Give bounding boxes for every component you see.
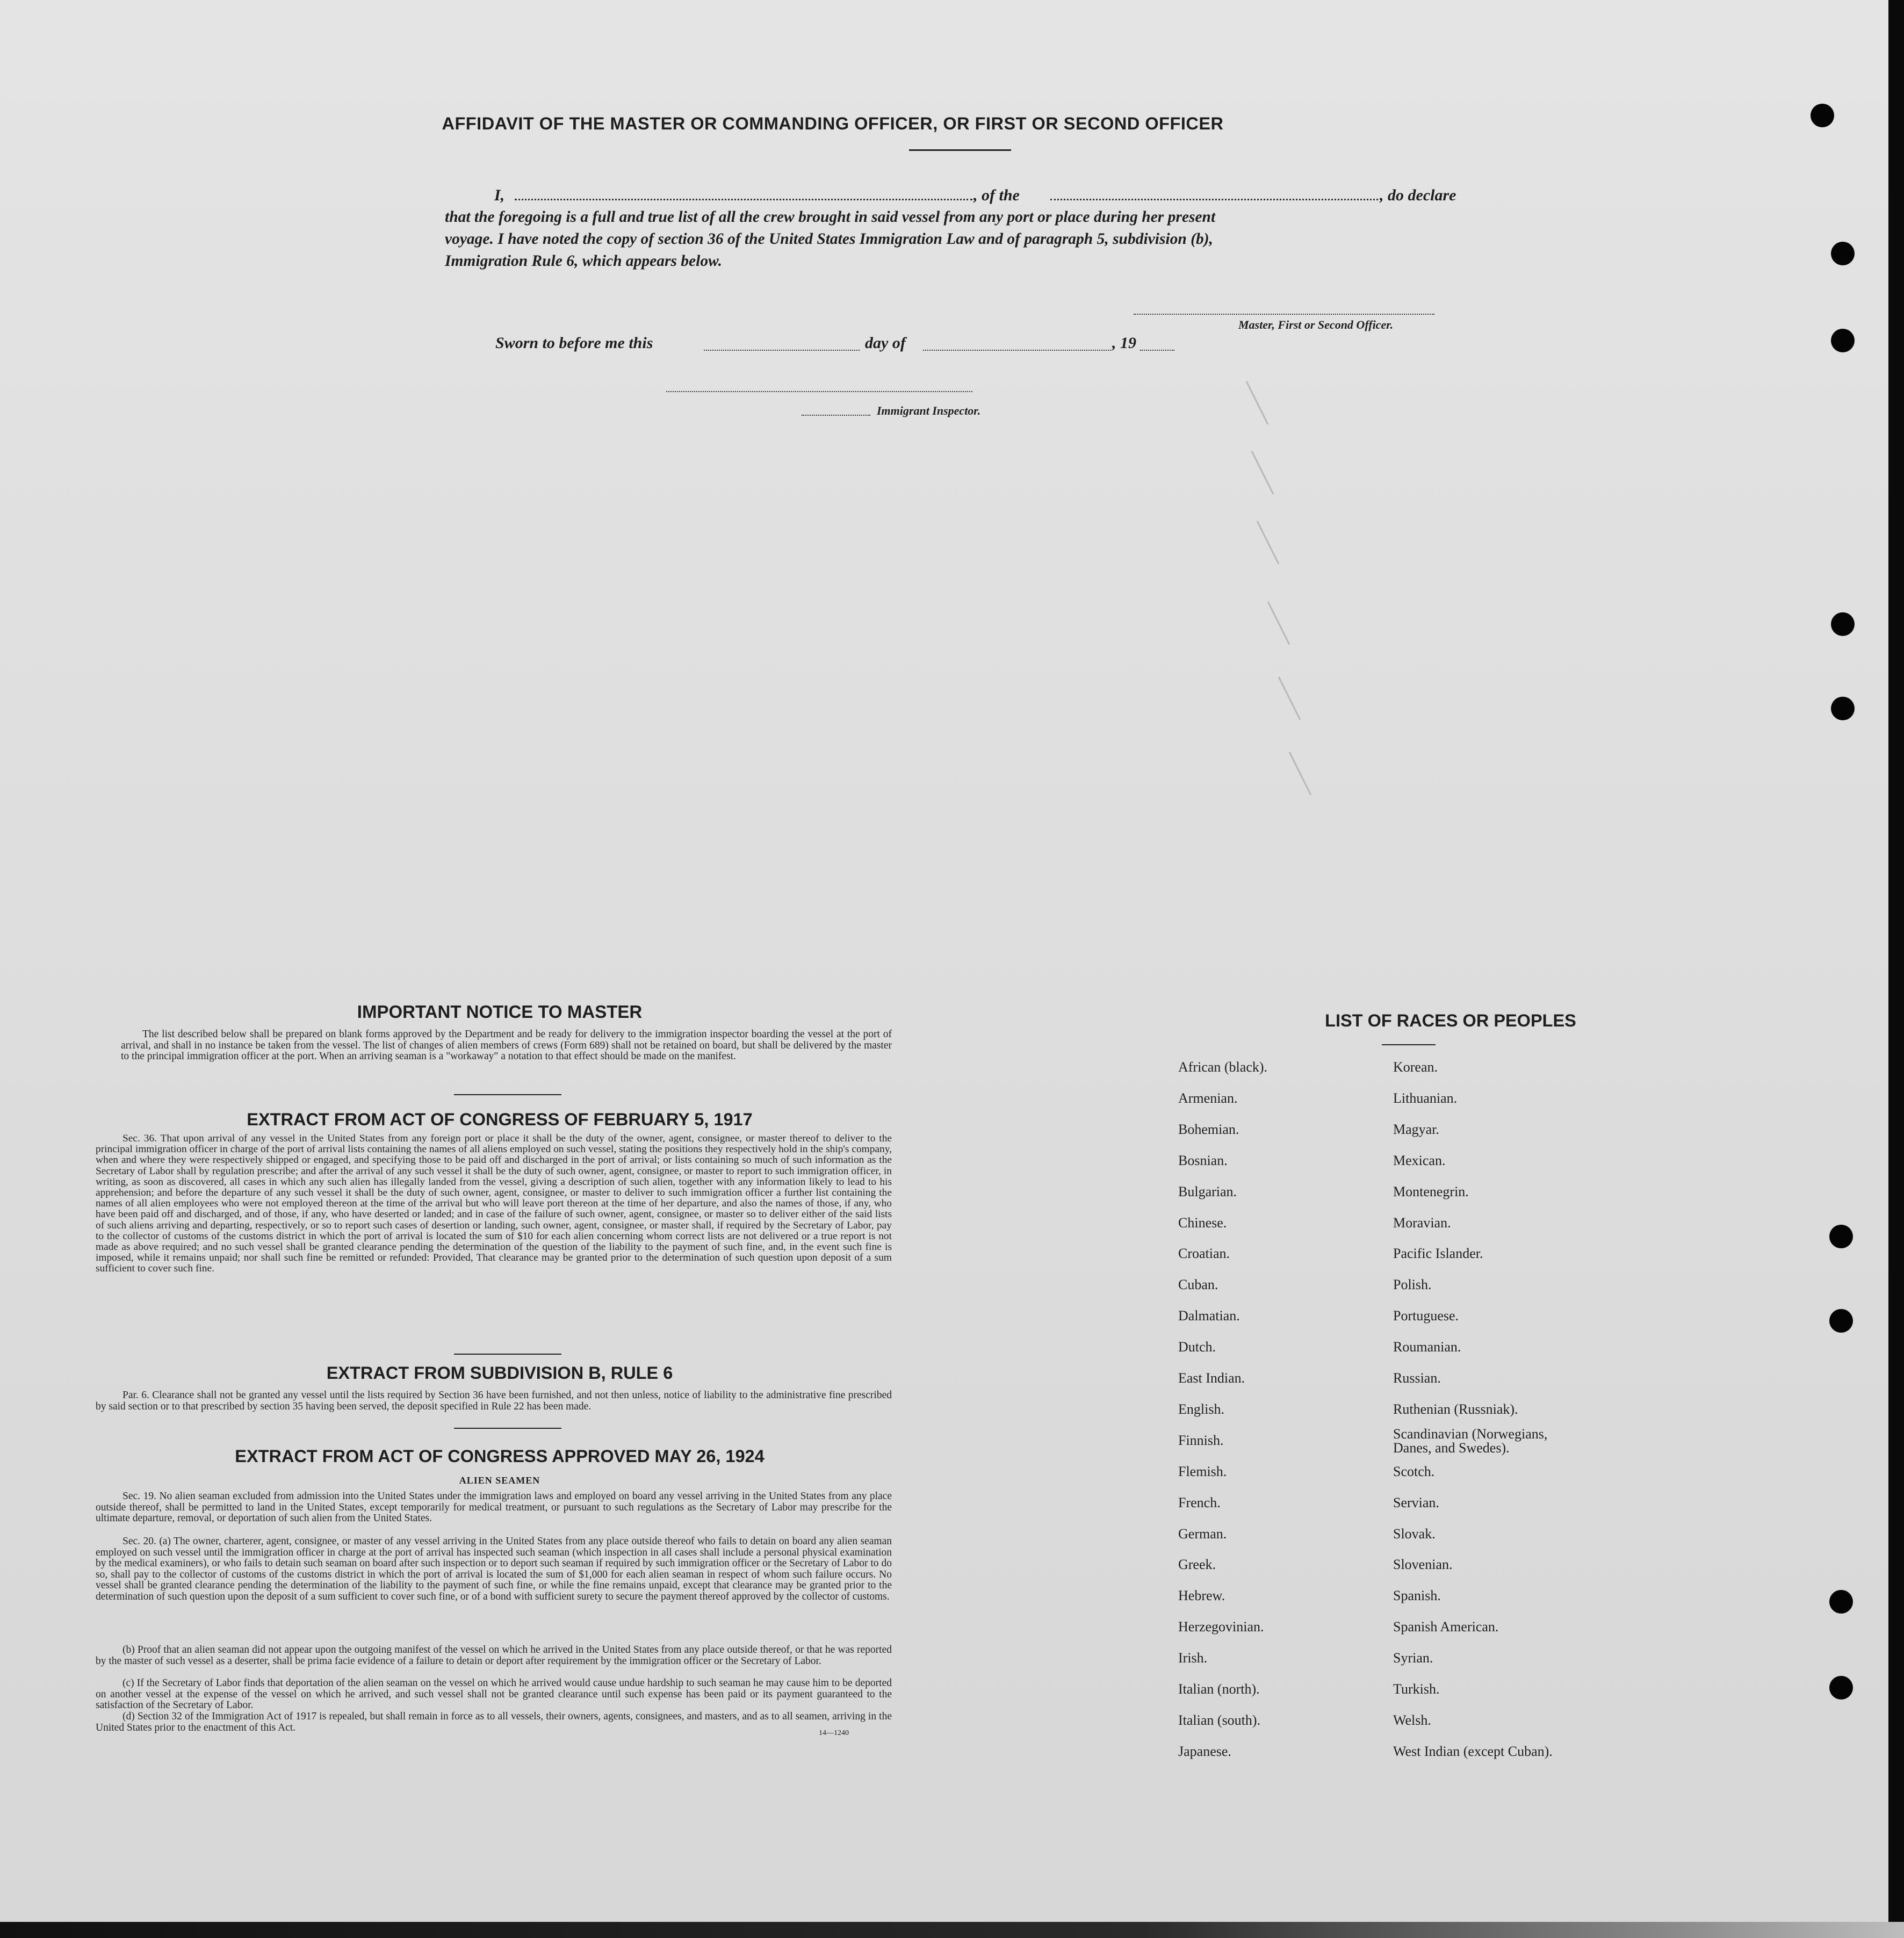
- scan-edge-bottom: [0, 1922, 1904, 1938]
- sworn-day-field[interactable]: [704, 350, 860, 351]
- inspector-signature-field[interactable]: [666, 391, 972, 392]
- sworn-year-field[interactable]: [1140, 350, 1174, 351]
- binder-hole: [1831, 242, 1855, 265]
- race-item: Armenian.: [1178, 1090, 1238, 1106]
- scan-artifacts: [1236, 376, 1343, 838]
- race-item: Croatian.: [1178, 1246, 1230, 1262]
- binder-hole: [1829, 1225, 1853, 1248]
- race-item: Bulgarian.: [1178, 1183, 1237, 1199]
- signature-field[interactable]: [1134, 314, 1434, 315]
- declaration-line-4: Immigration Rule 6, which appears below.: [445, 252, 723, 270]
- extract-1924-title: EXTRACT FROM ACT OF CONGRESS APPROVED MAY 26, 1924: [235, 1447, 765, 1466]
- race-item: Herzegovinian.: [1178, 1619, 1264, 1635]
- race-item: West Indian (except Cuban).: [1393, 1743, 1553, 1759]
- binder-hole: [1829, 1309, 1853, 1333]
- notice-text: The list described below shall be prepared on blank forms approved by the Department and be ready for delivery to the immigration inspector boarding the vessel at the port of arrival, and shall in no instance be taken from the vessel. The list of changes of alien members of crews (Form 689) shall not be retained on board, but shall be delivered by the master to the principal immigration officer at the port. When an arriving seaman is a "workaway" a notation to that effect should be made on the manifest.: [121, 1029, 892, 1062]
- race-item: Moravian.: [1393, 1214, 1451, 1231]
- day-of-text: day of: [865, 334, 906, 352]
- of-the-text: , of the: [973, 186, 1020, 204]
- race-item: African (black).: [1178, 1059, 1268, 1075]
- sworn-text: Sworn to before me this: [495, 334, 653, 352]
- race-item: Spanish American.: [1393, 1619, 1499, 1635]
- inspector-name-field[interactable]: [802, 415, 870, 416]
- race-item: Dutch.: [1178, 1339, 1216, 1355]
- affidavit-title: AFFIDAVIT OF THE MASTER OR COMMANDING OFFICER, OR FIRST OR SECOND OFFICER: [442, 114, 1224, 133]
- extract-rule6-title: EXTRACT FROM SUBDIVISION B, RULE 6: [326, 1363, 673, 1383]
- race-item: East Indian.: [1178, 1370, 1245, 1386]
- do-declare-text: , do declare: [1380, 186, 1456, 204]
- sworn-month-field[interactable]: [923, 350, 1111, 351]
- race-item: Spanish.: [1393, 1588, 1441, 1604]
- race-item: Bohemian.: [1178, 1121, 1239, 1137]
- extract-rule6-text: Par. 6. Clearance shall not be granted any vessel until the lists required by Section 36 have been furnished, and not then unless, notice of liability to the administrative fine prescribed by said section or to that prescribed by section 35 having been served, the deposit specified in Rule 22 has been made.: [96, 1390, 892, 1412]
- extract-1924-subtitle: ALIEN SEAMEN: [459, 1475, 540, 1486]
- signature-label: Master, First or Second Officer.: [1238, 318, 1394, 331]
- race-item: Servian.: [1393, 1494, 1439, 1510]
- scan-edge-right: [1888, 0, 1904, 1938]
- race-item: Russian.: [1393, 1370, 1441, 1386]
- binder-hole: [1829, 1590, 1853, 1614]
- race-item: Pacific Islander.: [1393, 1246, 1483, 1262]
- binder-hole: [1831, 329, 1855, 352]
- race-item: Dalmatian.: [1178, 1308, 1240, 1324]
- race-item: Scandinavian (Norwegians, Danes, and Swedes).: [1393, 1426, 1548, 1456]
- extract-1924-sec20b: (b) Proof that an alien seaman did not appear upon the outgoing manifest of the vessel on which he arrived in the United States from any place outside thereof, or that he was reported by the master of such vessel as a deserter, shall be prima facie evidence of a failure to detain or deport after requirement by the immigration officer or the Secretary of Labor.: [96, 1644, 892, 1667]
- binder-hole: [1831, 697, 1855, 720]
- extract-1924-sec20c: (c) If the Secretary of Labor finds that deportation of the alien seaman on the vessel on which he arrived would cause undue hardship to such seaman he may cause him to be deported on another vessel at the expense of the vessel on which he arrived, and such vessel shall not be granted clearance until such expense has been paid or its payment guaranteed to the satisfaction of the Secretary of Labor.: [96, 1677, 892, 1711]
- race-item: Hebrew.: [1178, 1588, 1225, 1604]
- race-item: Turkish.: [1393, 1681, 1440, 1697]
- inspector-label: Immigrant Inspector.: [877, 404, 981, 417]
- vessel-field[interactable]: [1050, 199, 1378, 200]
- race-item: Mexican.: [1393, 1152, 1446, 1168]
- race-item: Cuban.: [1178, 1277, 1218, 1293]
- race-item: Slovak.: [1393, 1525, 1436, 1542]
- race-item: Scotch.: [1393, 1463, 1435, 1479]
- race-item: Flemish.: [1178, 1463, 1227, 1479]
- race-item: Lithuanian.: [1393, 1090, 1458, 1106]
- race-item: English.: [1178, 1401, 1224, 1417]
- race-item: Greek.: [1178, 1557, 1216, 1573]
- race-item: Portuguese.: [1393, 1308, 1459, 1324]
- binder-hole: [1829, 1676, 1853, 1700]
- race-item: Bosnian.: [1178, 1152, 1228, 1168]
- races-title: LIST OF RACES OR PEOPLES: [1325, 1011, 1576, 1030]
- race-item: Welsh.: [1393, 1712, 1431, 1728]
- form-number: 14—1240: [819, 1729, 849, 1737]
- declaration-line-3: voyage. I have noted the copy of section 36 of the United States Immigration Law and of paragraph 5, subdivision (b),: [445, 230, 1213, 248]
- race-item: Slovenian.: [1393, 1557, 1453, 1573]
- race-item: Finnish.: [1178, 1432, 1224, 1448]
- declaration-i: I,: [494, 186, 505, 204]
- race-item: Italian (north).: [1178, 1681, 1260, 1697]
- extract-1917-title: EXTRACT FROM ACT OF CONGRESS OF FEBRUARY 5, 1917: [247, 1110, 753, 1129]
- race-item: Korean.: [1393, 1059, 1438, 1075]
- extract-1924-sec20a: Sec. 20. (a) The owner, charterer, agent, consignee, or master of any vessel arriving in the United States from any place outside thereof who fails to detain on board any alien seaman employed on such vessel until the immigration officer in charge at the port of arrival has inspected such seaman (which inspection in all cases shall include a personal physical examination by the medical examiners), or who fails to detain such seaman on board after such inspection or to deport such seaman if required by such immigration officer or the Secretary of Labor to do so, shall pay to the collector of customs of the customs district in which the port of arrival is located the sum of $1,000 for each alien seaman in respect of whom such failure occurs. No vessel shall be granted clearance pending the determination of the liability to the payment of such fine, or while the fine remains unpaid, except that clearance may be granted prior to the determination of such question upon the deposit of a sum sufficient to cover such fine, or of a bond with sufficient surety to secure the payment thereof approved by the collector of customs.: [96, 1536, 892, 1602]
- race-item: Ruthenian (Russniak).: [1393, 1401, 1518, 1417]
- race-item: Irish.: [1178, 1650, 1208, 1666]
- name-field[interactable]: [515, 199, 972, 200]
- race-item: Syrian.: [1393, 1650, 1433, 1666]
- extract-1917-text: Sec. 36. That upon arrival of any vessel in the United States from any foreign port or place it shall be the duty of the owner, agent, consignee, or master thereof to deliver to the principal immigration officer in charge of the port of arrival lists containing the names of all aliens employed on such vessel, stating the positions they respectively hold in the ship's company, when and where they were respectively shipped or engaged, and specifying those to be paid off and discharged in the port of arrival; or lists containing so much of such information as the Secretary of Labor shall by regulation prescribe; and after the arrival of any such vessel it shall be the duty of such owner, agent, consignee, or master to report to such immigration officer, in writing, as soon as discovered, all cases in which any such alien has illegally landed from the vessel, giving a description of such alien, together with any information likely to lead to his apprehension; and before the departure of any such vessel it shall be the duty of such owner, agent, consignee, or master to deliver to such immigration officer a further list containing the names of all alien employees who were not employed thereon at the time of the arrival but who will leave port thereon at the time of her departure, and also the names of those, if any, who have been paid off and discharged, and of those, if any, who have deserted or landed; and in case of the failure of such owner, agent, consignee, or master so to deliver either of the said lists of such aliens arriving and departing, respectively, or so to report such cases of desertion or landing, such owner, agent, consignee, or master shall, if required by the Secretary of Labor, pay to the collector of customs of the customs district in which the port of arrival is located the sum of $10 for each alien concerning whom correct lists are not delivered or a true report is not made as above required; and no such vessel shall be granted clearance pending the determination of the question of the liability to the payment of such fine, and, in the event such fine is imposed, while it remains unpaid; nor shall such fine be remitted or refunded: Provided, That clearance may be granted prior to the determination of such question upon deposit of a sum sufficient to cover such fine.: [96, 1133, 892, 1275]
- races-divider: [1382, 1044, 1436, 1045]
- extract-1924-sec19: Sec. 19. No alien seaman excluded from admission into the United States under the immigration laws and employed on board any vessel arriving in the United States from any place outside thereof, shall be permitted to land in the United States, except temporarily for medical treatment, or pursuant to such regulations as the Secretary of Labor may prescribe for the ultimate departure, removal, or deportation of such alien from the United States.: [96, 1491, 892, 1524]
- race-item: Montenegrin.: [1393, 1183, 1469, 1199]
- extract-1924-sec20d: (d) Section 32 of the Immigration Act of 1917 is repealed, but shall remain in force as to all vessels, their owners, agents, consignees, and masters, and as to all seamen, arriving in the United States prior to the enactment of this Act.: [96, 1711, 892, 1733]
- race-item: French.: [1178, 1494, 1221, 1510]
- year-prefix: , 19: [1112, 334, 1136, 352]
- extract-rule6-divider: [454, 1428, 561, 1429]
- race-item: German.: [1178, 1525, 1227, 1542]
- race-item: Polish.: [1393, 1277, 1432, 1293]
- race-item: Magyar.: [1393, 1121, 1439, 1137]
- race-item: Roumanian.: [1393, 1339, 1461, 1355]
- extract-1917-divider: [454, 1354, 561, 1355]
- title-divider: [909, 149, 1011, 151]
- declaration-line-2: that the foregoing is a full and true list of all the crew brought in said vessel from any port or place during her present: [445, 208, 1216, 226]
- notice-divider: [454, 1094, 561, 1095]
- binder-hole: [1811, 104, 1834, 127]
- race-item: Japanese.: [1178, 1743, 1231, 1759]
- race-item: Chinese.: [1178, 1214, 1227, 1231]
- binder-hole: [1831, 612, 1855, 636]
- race-item: Italian (south).: [1178, 1712, 1261, 1728]
- notice-title: IMPORTANT NOTICE TO MASTER: [357, 1002, 643, 1022]
